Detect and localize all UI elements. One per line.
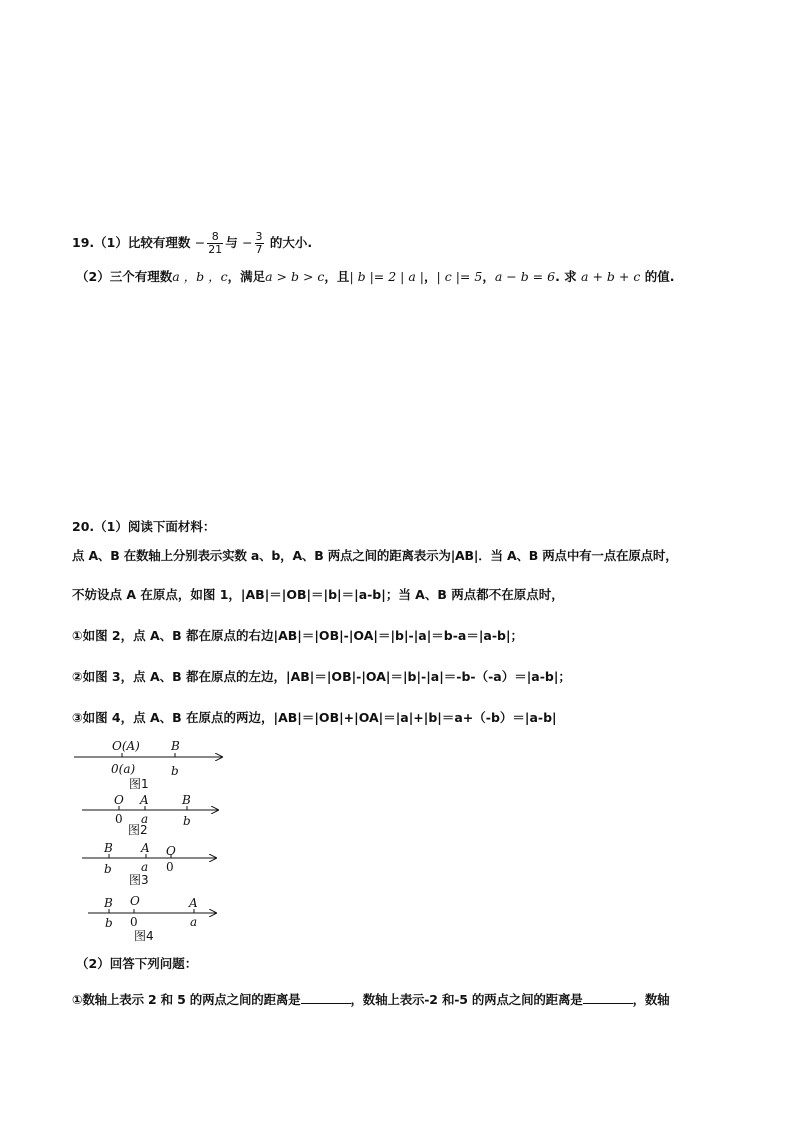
fig1-label-oa: O(A) [112,739,140,753]
q19-inequality: a > b > c [265,269,325,284]
figure-4 [88,894,216,943]
q20-line1: 点 A、B 在数轴上分别表示实数 a、b，A、B 两点之间的距离表示为|AB|．当 A、B 两点中有一点在原点时， [72,548,678,563]
q20-line5: ③如图 4，点 A、B 在原点的两边，|AB|＝|OB|+|OA|＝|a|+|b|＝a+（-b）＝|a-b| [72,710,557,725]
fig3-label-o: O [166,844,176,858]
fig2-value-a: a [141,812,149,826]
q20-line3: ①如图 2，点 A、B 都在原点的右边|AB|＝|OB|-|OA|＝|b|-|a|＝b-a＝|a-b|； [72,628,524,643]
fig1-value-b: b [171,764,179,778]
q20-line2: 不妨设点 A 在原点，如图 1，|AB|＝|OB|＝|b|＝|a-b|；当 A、B 两点都不在原点时， [72,587,564,602]
figure-1 [74,739,222,791]
fig2-label-o: O [114,793,124,807]
frac1-numerator: 8 [207,231,223,244]
q19-part2-prefix: （2）三个有理数 [76,269,173,284]
answer-blank-2[interactable] [583,991,633,1004]
q19-vars: a ，b ，c [172,269,228,284]
fig4-caption: 图4 [134,929,154,943]
fig3-value-a: a [141,860,149,874]
q19-sep2: ， [482,269,495,284]
fig2-value-b: b [183,814,191,828]
fig4-label-a: A [189,896,198,910]
fig3-value-o: 0 [166,860,174,874]
fig4-value-a: a [190,915,198,929]
q19-part1-mid: 与 [225,235,238,250]
fig4-value-o: 0 [130,915,138,929]
q19-cond2: | c |= 5 [436,269,483,284]
fig4-label-b: B [104,896,113,910]
figure-2 [82,793,218,837]
q20-question1 [72,991,669,1009]
q19-ask: . 求 [555,269,577,284]
q19-cond3: a − b = 6 [494,269,556,284]
fig3-value-b: b [104,862,112,876]
q20-line4: ②如图 3，点 A、B 都在原点的左边，|AB|＝|OB|-|OA|＝|b|-|a|＝-b-（-a）＝|a-b|； [72,669,571,684]
q20-q1-part-c: ，数轴 [632,992,670,1007]
fig1-caption: 图1 [129,777,149,791]
fig1-value-oa: 0(a) [111,762,136,776]
fig2-caption: 图2 [128,823,148,837]
q19-cond1-prefix: ，且 [324,269,350,284]
q20-q1-part-b: ，数轴上表示-2 和-5 的两点之间的距离是 [350,992,583,1007]
figure-3 [82,841,216,887]
fig3-caption: 图3 [129,873,149,887]
frac1-sign: − [194,235,206,250]
frac2-denominator: 7 [255,243,263,256]
fig3-label-b: B [104,841,113,855]
fig1-label-b: B [171,739,180,753]
q20-title: 20.（1）阅读下面材料： [72,519,216,534]
q19-sep1: ， [424,269,437,284]
fig2-value-o: 0 [115,812,123,826]
answer-blank-1[interactable] [301,991,351,1004]
fig4-label-o: O [130,894,140,908]
frac2-numerator: 3 [255,230,263,243]
q20-part2-title: （2）回答下列问题： [76,956,198,971]
q19-part2-mid: ，满足 [227,269,266,284]
frac1-denominator: 21 [208,243,223,256]
q20-q1-part-a: ①数轴上表示 2 和 5 的两点之间的距离是 [72,992,301,1007]
q19-end: 的值. [644,269,675,284]
fig2-label-a: A [140,793,149,807]
fig3-label-a: A [141,841,150,855]
q19-expression: a + b + c [581,269,641,284]
frac2-sign: − [242,235,253,250]
fig4-value-b: b [105,916,113,930]
q19-cond1: | b |= 2 | a | [349,269,425,284]
q19-part1-prefix: 19.（1）比较有理数 [72,235,191,250]
q19-part1-suffix: 的大小. [269,235,313,250]
fig2-label-b: B [182,793,191,807]
